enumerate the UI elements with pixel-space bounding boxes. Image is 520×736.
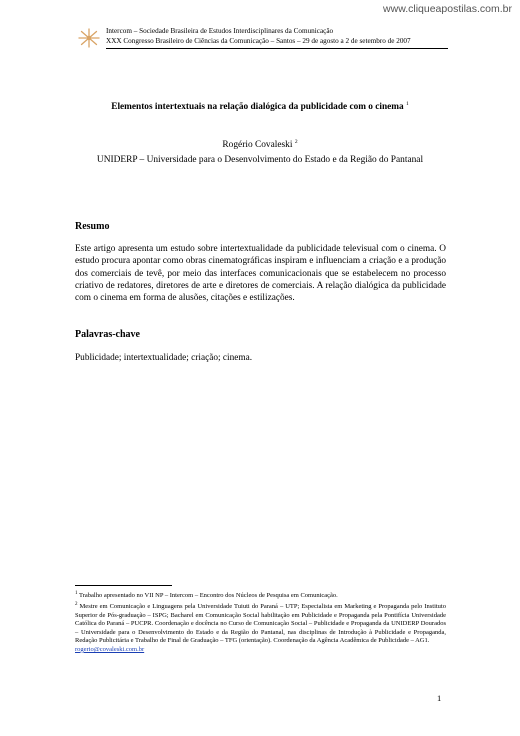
paper-title [60,101,460,112]
paper-title-text: Elementos intertextuais na relação dialógica da publicidade com o cinema [111,102,404,113]
conference-header [76,26,448,46]
author-email-link[interactable]: rogerio@covaleski.com.br [75,645,145,653]
page-number: 1 [437,693,442,703]
header-rule [106,48,448,49]
footnote-1-mark: 1 [75,591,78,596]
footnote-rule [75,585,172,586]
resumo-text: Este artigo apresenta um estudo sobre intertextualidade da publicidade televisual com o cinema. O estudo procura apontar como obras cinematográficas inspiram e influenciam a criação e a produção dos comerciais de tevê, por meio das interfaces comunicacionais que se estabelecem no processo criativo de redatores, diretores de arte e diretores de comerciais. A relação dialógica da publicidade com o cinema em forma de alusões, citações e estilizações. [75,244,446,304]
resumo-heading: Resumo [75,221,110,232]
header-line-1: Intercom – Sociedade Brasileira de Estudos Interdisciplinares da Comunicação [106,27,334,35]
affiliation: UNIDERP – Universidade para o Desenvolvimento do Estado e da Região do Pantanal [96,155,424,165]
author [60,139,460,150]
footnotes [75,590,446,654]
footnote-2-text: Mestre em Comunicação e Linguagens pela Universidade Tuiuti do Paraná – UTP; Especialista em Marketing e Propaganda pelo Instituto Superior de Pós-graduação – ISPG; Bacharel em Comunicação Social habilitação em Publicidade e Propaganda pela Pontifícia Universidade Católica do Paraná – PUCPR. Coordenação e docência no Curso de Comunicação Social – Publicidade e Propaganda da UNIDERP Dourados – Universidade para o Desenvolvimento do Estado e da Região do Pantanal, nas disciplinas de Introdução à Publicidade e Propaganda, Redação Publicitária e Trabalho de Final de Graduação – TFG (orientação). Coordenação da Agência Acadêmica de Publicidade – AG1. [75,602,446,645]
intercom-logo-icon [76,28,102,48]
keywords-text: Publicidade; intertextualidade; criação; cinema. [75,353,253,363]
footnote-2 [75,601,446,646]
author-name: Rogério Covaleski [222,140,293,151]
title-footnote-mark: 1 [406,101,409,107]
header-line-2: XXX Congresso Brasileiro de Ciências da Comunicação – Santos – 29 de agosto a 2 de setembro de 2007 [106,37,411,45]
keywords-heading: Palavras-chave [75,329,140,340]
footnote-2-mark: 2 [75,601,78,607]
footnote-1 [75,590,446,601]
author-footnote-mark: 2 [294,139,298,145]
site-watermark: www.cliqueapostilas.com.br [383,3,512,15]
footnote-1-text: Trabalho apresentado no VII NP – Intercom – Encontro dos Núcleos de Pesquisa em Comunicação. [77,592,338,600]
